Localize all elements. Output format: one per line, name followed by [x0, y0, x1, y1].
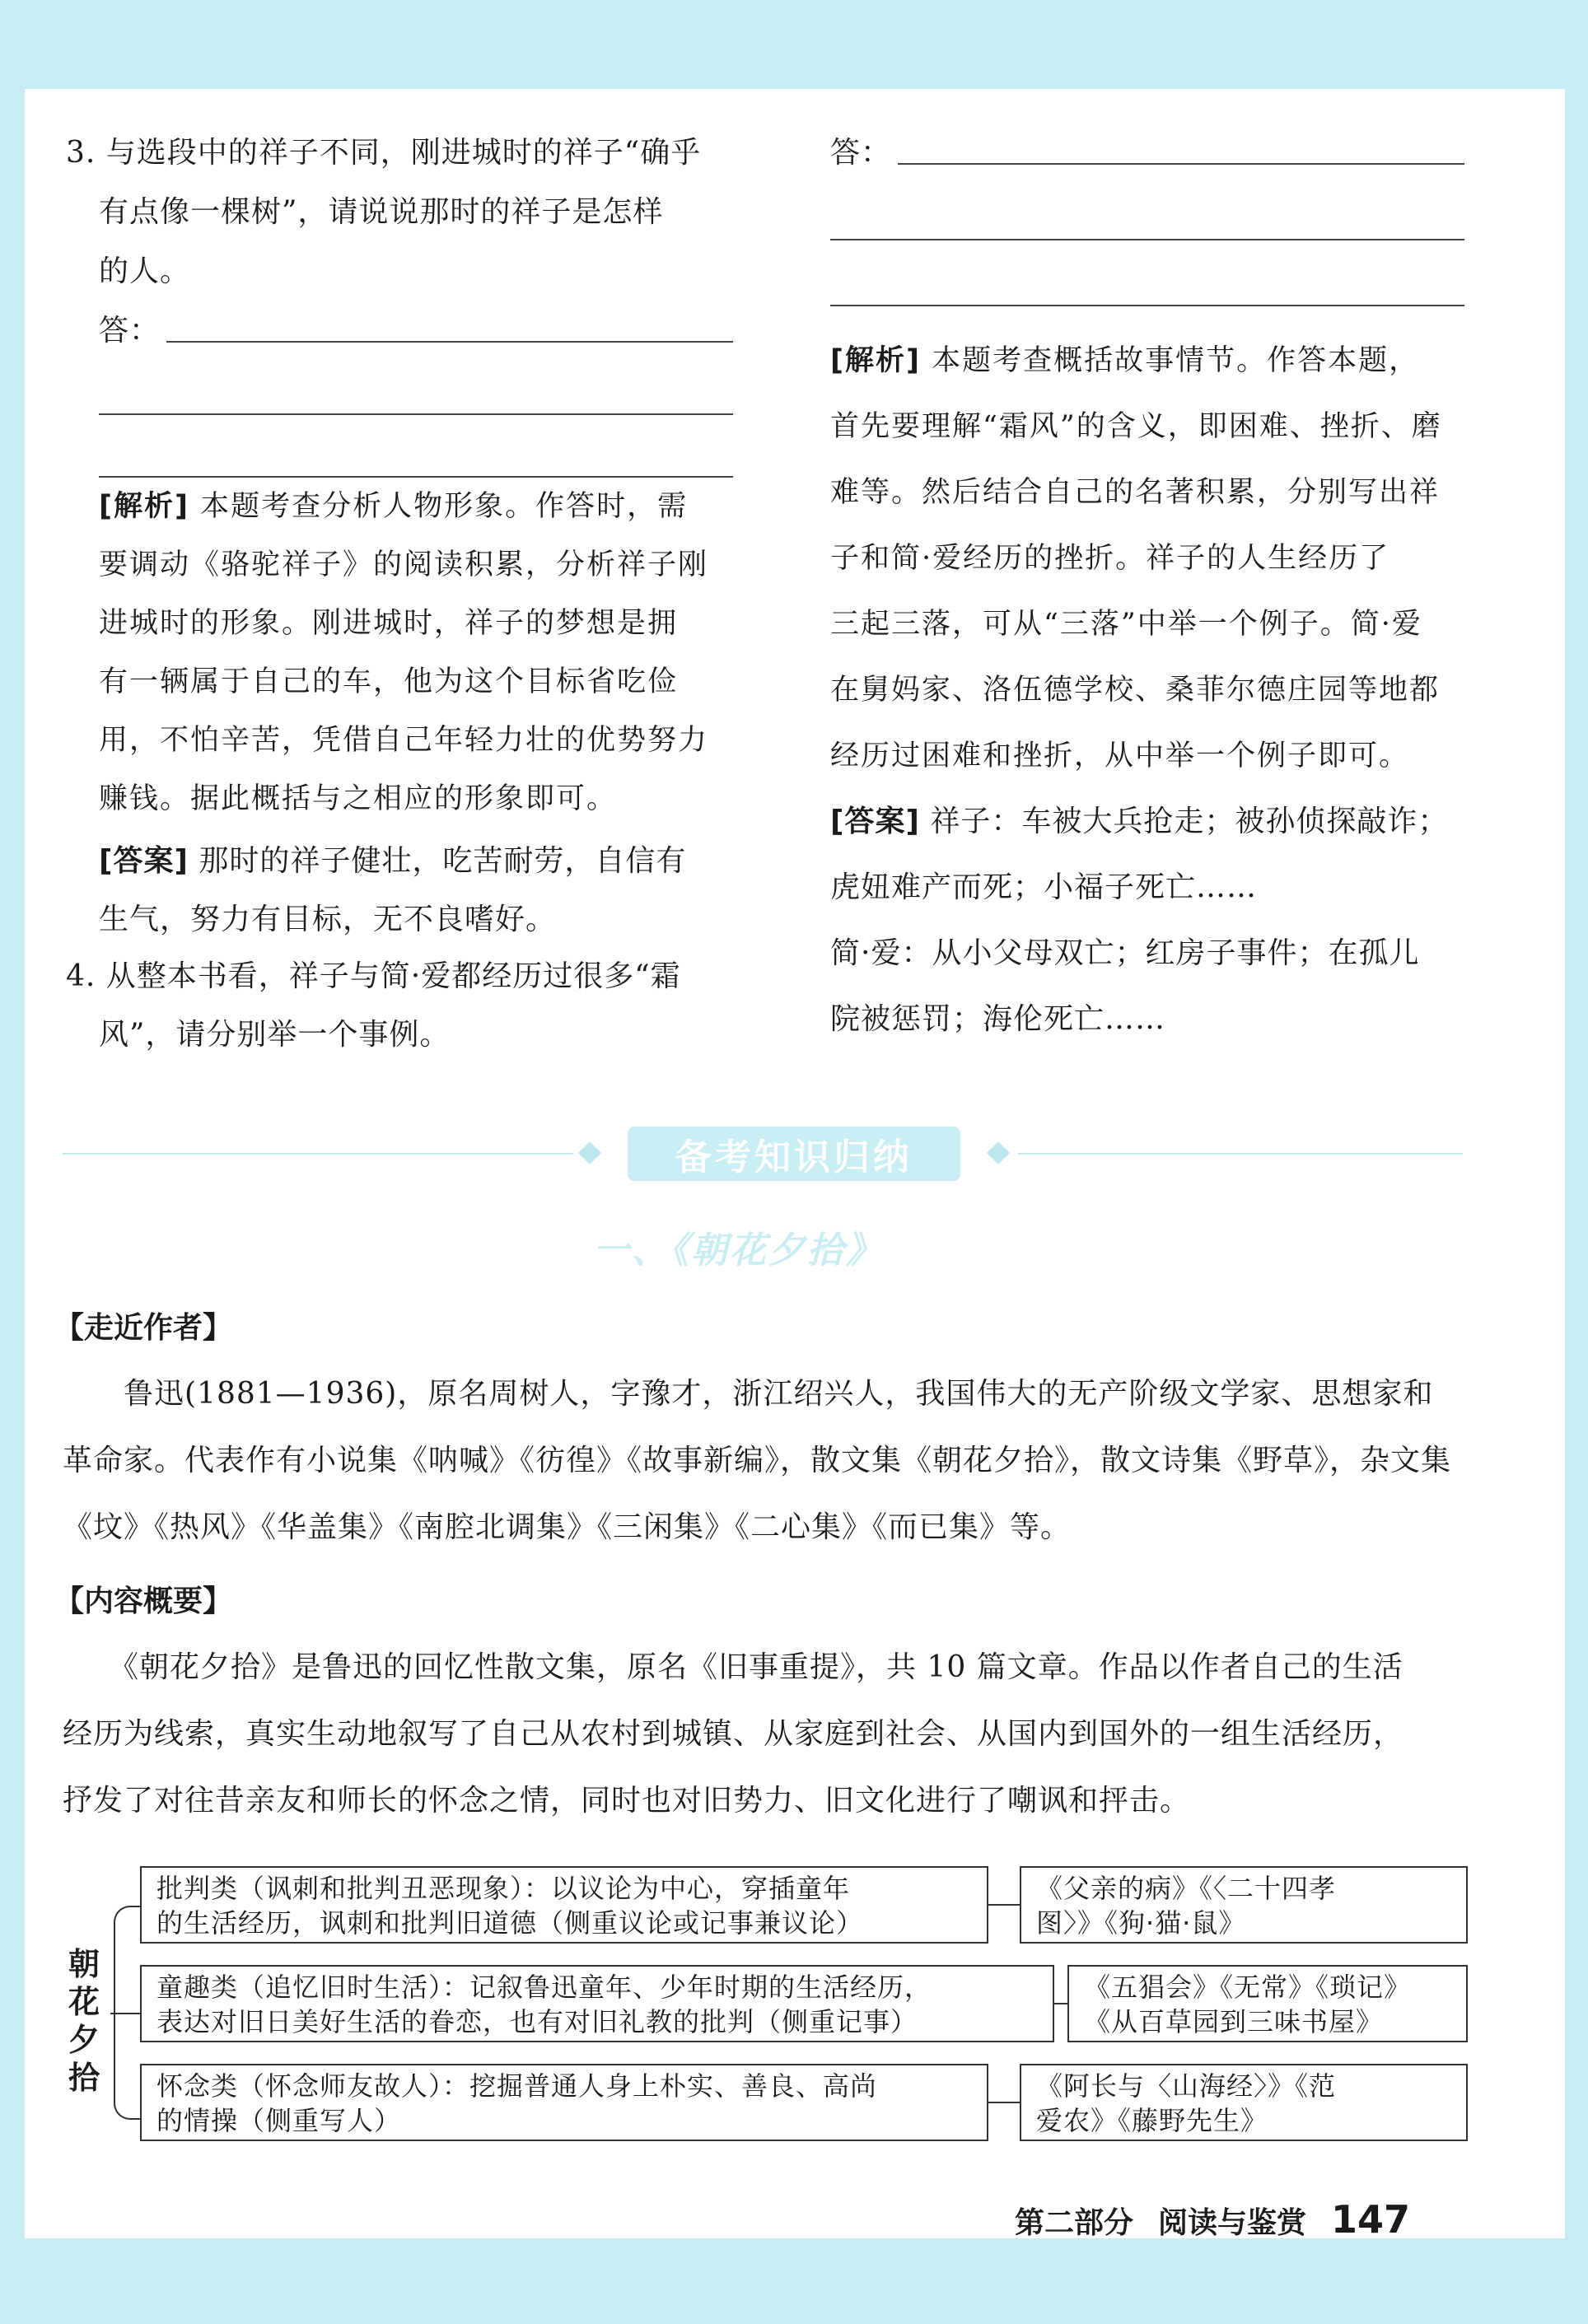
answer-line: 院被惩罚；海伦死亡……	[830, 1002, 1166, 1036]
paragraph-line: 革命家。代表作有小说集《呐喊》《彷徨》《故事新编》，散文集《朝花夕拾》，散文诗集《野草》，杂文集	[63, 1444, 1452, 1477]
root-char: 拾	[68, 2060, 100, 2096]
diagram-text: 《五猖会》《无常》《琐记》	[1084, 1972, 1412, 2003]
analysis-line: 本题考查分析人物形象。作答时，需	[200, 490, 689, 523]
q3-answer-field[interactable]	[66, 301, 733, 361]
author-paragraph	[63, 1360, 1463, 1561]
q3-answer-blank[interactable]	[99, 415, 733, 478]
answer-line: 简·爱：从小父母双亡；红房子事件；在孤儿	[830, 936, 1420, 970]
analysis-line: 用，不怕辛苦，凭借自己年轻力壮的优势努力	[99, 724, 709, 757]
paragraph-line: 抒发了对往昔亲友和师长的怀念之情，同时也对旧势力、旧文化进行了嘲讽和抨击。	[63, 1784, 1191, 1818]
analysis-line: 进城时的形象。刚进城时，祥子的梦想是拥	[99, 607, 679, 640]
analysis-line: 本题考查概括故事情节。作答本题，	[932, 344, 1420, 377]
answer-line: 生气，努力有目标，无不良嗜好。	[99, 903, 557, 936]
diagram-category-box	[140, 2064, 988, 2141]
q3-answer-label: 答：	[99, 314, 161, 348]
analysis-line: 三起三落，可从“三落”中举一个例子。简·爱	[830, 608, 1422, 641]
question-4	[66, 947, 733, 1064]
q3-analysis	[99, 478, 733, 828]
classification-diagram	[61, 1866, 1469, 2146]
analysis-line: 经历过困难和挫折，从中举一个例子即可。	[830, 740, 1410, 772]
diagram-text: 《阿长与〈山海经〉》《范	[1036, 2070, 1337, 2102]
diagram-works-box	[1020, 2064, 1468, 2141]
diagram-text: 童趣类（追忆旧时生活）：记叙鲁迅童年、少年时期的生活经历，	[156, 1972, 932, 2003]
answer-line: 祥子：车被大兵抢走；被孙侦探敲诈；	[930, 805, 1449, 838]
diagram-text: 批判类（讽刺和批判丑恶现象）：以议论为中心，穿插童年	[156, 1873, 851, 1904]
diagram-text: 的情操（侧重写人）	[156, 2105, 402, 2136]
summary-heading: 【内容概要】	[54, 1584, 233, 1618]
analysis-line: 要调动《骆驼祥子》的阅读积累，分析祥子刚	[99, 548, 709, 581]
paragraph-line: 经历为线索，真实生动地叙写了自己从农村到城镇、从家庭到社会、从国内到国外的一组生活经历，	[63, 1717, 1404, 1751]
footer-part: 第二部分	[1015, 2206, 1134, 2240]
page-frame-right	[1565, 0, 1588, 2324]
analysis-line: 子和简·爱经历的挫折。祥子的人生经历了	[830, 542, 1390, 575]
diagram-text: 表达对旧日美好生活的眷恋，也有对旧礼教的批判（侧重记事）	[156, 2006, 918, 2037]
q4-answer-blank[interactable]	[830, 240, 1464, 306]
analysis-tag: [解析]	[99, 490, 189, 523]
diagram-text: 《父亲的病》《〈二十四孝	[1036, 1873, 1337, 1904]
analysis-line: 首先要理解“霜风”的含义，即困难、挫折、磨	[830, 410, 1442, 443]
paragraph-line: 《朝花夕拾》是鲁迅的回忆性散文集，原名《旧事重提》，共 10 篇文章。作品以作者自己的生活	[63, 1650, 1404, 1684]
answer-line: 那时的祥子健壮，吃苦耐劳，自信有	[198, 844, 687, 878]
analysis-line: 难等。然后结合自己的名著积累，分别写出祥	[830, 476, 1441, 509]
q4-answer-area	[830, 124, 1464, 306]
paragraph-line: 鲁迅(1881—1936)，原名周树人，字豫才，浙江绍兴人，我国伟大的无产阶级文学家、思想家和	[63, 1377, 1434, 1411]
sub-title: 一、《朝花夕拾》	[593, 1230, 885, 1272]
diagram-works-box	[1067, 1965, 1468, 2042]
question-4-line: 风”，请分别举一个事例。	[99, 1018, 451, 1052]
diagram-category-box	[140, 1965, 1054, 2042]
q4-answer	[830, 789, 1469, 1052]
analysis-tag: [解析]	[830, 344, 921, 377]
question-3-line: 有点像一棵树”，请说说那时的祥子是怎样	[99, 195, 664, 229]
section-banner	[63, 1122, 1463, 1188]
diagram-text: 怀念类（怀念师友故人）：挖掘普通人身上朴实、善良、高尚	[156, 2070, 878, 2102]
answer-tag: [答案]	[99, 844, 189, 878]
q3-answer	[99, 832, 733, 949]
root-char: 朝	[68, 1946, 100, 1982]
footer-section: 阅读与鉴赏	[1158, 2206, 1307, 2240]
question-3-line: 3. 与选段中的祥子不同，刚进城时的祥子“确乎	[66, 136, 702, 170]
page-frame-left	[0, 0, 25, 2324]
question-3	[66, 124, 733, 478]
q4-answer-blank[interactable]	[830, 183, 1464, 240]
paragraph-line: 《坟》《热风》《华盖集》《南腔北调集》《三闲集》《二心集》《而已集》等。	[63, 1510, 1072, 1544]
q4-answer-field[interactable]	[830, 124, 1464, 183]
diagram-text: 《从百草园到三味书屋》	[1084, 2006, 1384, 2037]
diagram-root-label	[61, 1945, 107, 2097]
q3-answer-blank[interactable]	[99, 361, 733, 415]
root-char: 夕	[68, 2022, 100, 2058]
diagram-works-box	[1020, 1866, 1468, 1944]
author-heading: 【走近作者】	[54, 1311, 233, 1345]
root-char: 花	[68, 1984, 100, 2020]
section-title: 备考知识归纳	[628, 1127, 960, 1181]
analysis-line: 有一辆属于自己的车，他为这个目标省吃俭	[99, 665, 679, 698]
analysis-line: 赚钱。据此概括与之相应的形象即可。	[99, 782, 618, 815]
page-frame-bottom	[0, 2238, 1588, 2324]
answer-tag: [答案]	[830, 805, 920, 838]
page-frame-top	[0, 0, 1588, 89]
answer-line: 虎妞难产而死；小福子死亡……	[830, 870, 1258, 904]
question-3-line: 的人。	[99, 254, 191, 288]
summary-paragraph	[63, 1634, 1463, 1834]
page-footer	[1015, 2197, 1476, 2242]
diagram-text: 爱农》《藤野先生》	[1036, 2105, 1268, 2136]
q4-analysis	[830, 328, 1469, 789]
question-4-line: 4. 从整本书看，祥子与简·爱都经历过很多“霜	[66, 959, 681, 993]
analysis-line: 在舅妈家、洛伍德学校、桑菲尔德庄园等地都	[830, 674, 1441, 707]
q4-answer-label: 答：	[830, 136, 892, 170]
diagram-text: 图〉》《狗·猫·鼠》	[1036, 1907, 1246, 1939]
diagram-text: 的生活经历，讽刺和批判旧道德（侧重议论或记事兼议论）	[156, 1907, 864, 1939]
diagram-category-box	[140, 1866, 988, 1944]
page-number: 147	[1331, 2197, 1411, 2242]
